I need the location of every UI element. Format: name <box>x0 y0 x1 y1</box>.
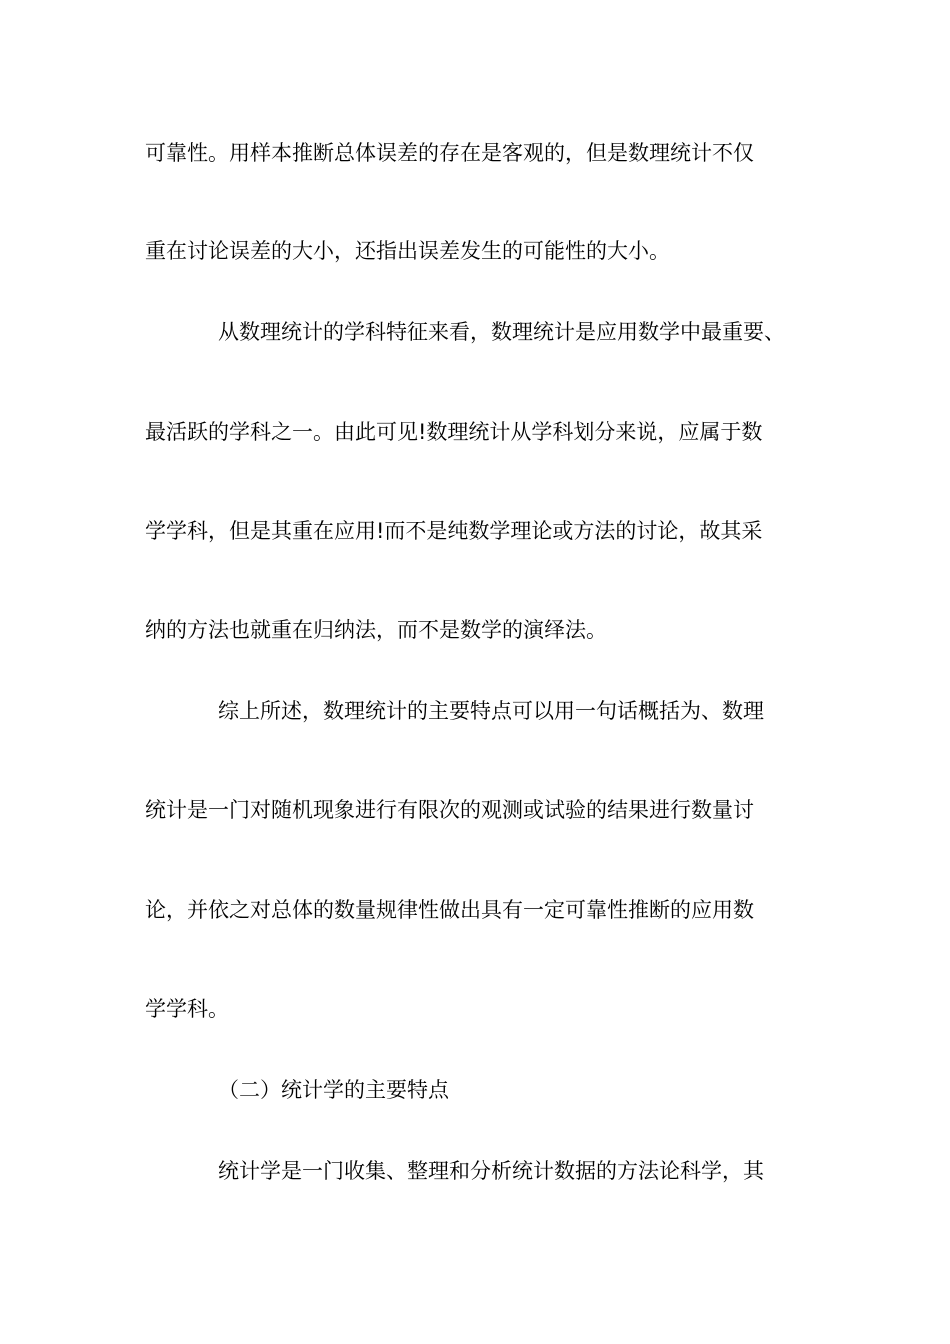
paragraph-line: 最活跃的学科之一。由此可见!数理统计从学科划分来说，应属于数 <box>145 420 763 444</box>
paragraph-line: 重在讨论误差的大小，还指出误差发生的可能性的大小。 <box>145 239 670 263</box>
section-heading: （二）统计学的主要特点 <box>218 1078 449 1102</box>
paragraph-line: 学学科。 <box>145 997 229 1021</box>
paragraph-line: 统计是一门对随机现象进行有限次的观测或试验的结果进行数量讨 <box>145 798 754 822</box>
paragraph-line: 学学科，但是其重在应用!而不是纯数学理论或方法的讨论，故其采 <box>145 519 763 543</box>
paragraph-line: 论，并依之对总体的数量规律性做出具有一定可靠性推断的应用数 <box>145 898 754 922</box>
paragraph-line: 纳的方法也就重在归纳法，而不是数学的演绎法。 <box>145 618 607 642</box>
paragraph-line: 可靠性。用样本推断总体误差的存在是客观的，但是数理统计不仅 <box>145 141 754 165</box>
paragraph-line: 从数理统计的学科特征来看，数理统计是应用数学中最重要、 <box>218 320 785 344</box>
paragraph-line: 统计学是一门收集、整理和分析统计数据的方法论科学，其 <box>218 1159 764 1183</box>
paragraph-line: 综上所述，数理统计的主要特点可以用一句话概括为、数理 <box>218 699 764 723</box>
